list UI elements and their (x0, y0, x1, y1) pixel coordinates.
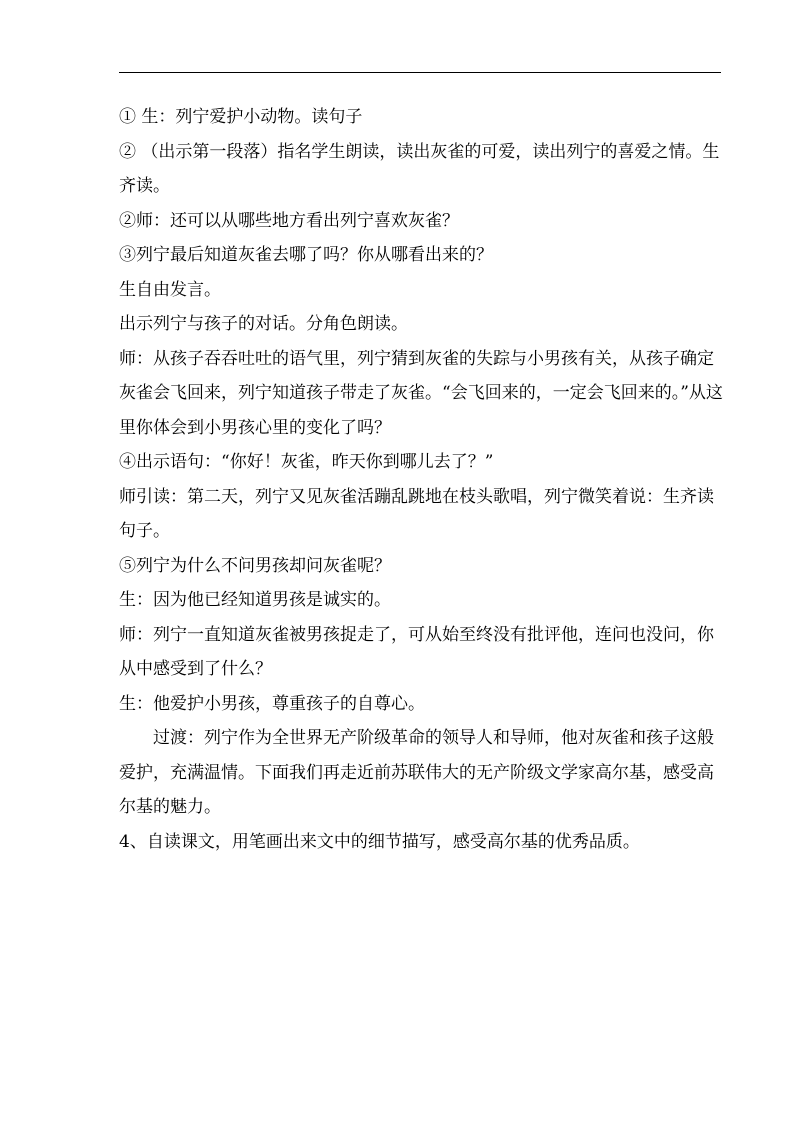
paragraph-3: ②师：还可以从哪些地方看出列宁喜欢灰雀？ (119, 210, 459, 231)
paragraph-12: 师：列宁一直知道灰雀被男孩捉走了，可从始至终没有批评他，连问也没问，你从中感受到了什么？ (119, 624, 714, 679)
paragraph-6: 出示列宁与孩子的对话。分角色朗读。 (119, 314, 408, 334)
paragraph-14: 过渡：列宁作为全世界无产阶级革命的领导人和导师，他对灰雀和孩子这般爱护，充满温情。下面我们再走近前苏联伟大的无产阶级文学家高尔基，感受高尔基的魅力。 (119, 728, 714, 817)
paragraph-2: ② （出示第一段落）指名学生朗读，读出灰雀的可爱，读出列宁的喜爱之情。生齐读。 (119, 141, 720, 196)
paragraph-8: ④出示语句：“你好！灰雀，昨天你到哪儿去了？” (119, 452, 494, 472)
paragraph-4: ③列宁最后知道灰雀去哪了吗？你从哪看出来的？ (119, 245, 493, 265)
paragraph-10: ⑤列宁为什么不问男孩却问灰雀呢？ (119, 555, 391, 576)
document-body (119, 100, 724, 859)
paragraph-7: 师：从孩子吞吞吐吐的语气里，列宁猜到灰雀的失踪与小男孩有关，从孩子确定灰雀会飞回来，列宁知道孩子带走了灰雀。“会飞回来的，一定会飞回来的。”从这里你体会到小男孩心里的变化了吗？ (119, 348, 723, 438)
header-rule (119, 72, 721, 73)
paragraph-9: 师引读：第二天，列宁又见灰雀活蹦乱跳地在枝头歌唱，列宁微笑着说：生齐读句子。 (119, 486, 714, 541)
paragraph-1: ① 生：列宁爱护小动物。读句子 (119, 107, 363, 127)
paragraph-11: 生：因为他已经知道男孩是诚实的。 (119, 590, 391, 610)
paragraph-13: 生：他爱护小男孩，尊重孩子的自尊心。 (119, 693, 425, 714)
paragraph-15: 4、自读课文，用笔画出来文中的细节描写，感受高尔基的优秀品质。 (119, 831, 640, 852)
paragraph-5: 生自由发言。 (119, 279, 221, 300)
